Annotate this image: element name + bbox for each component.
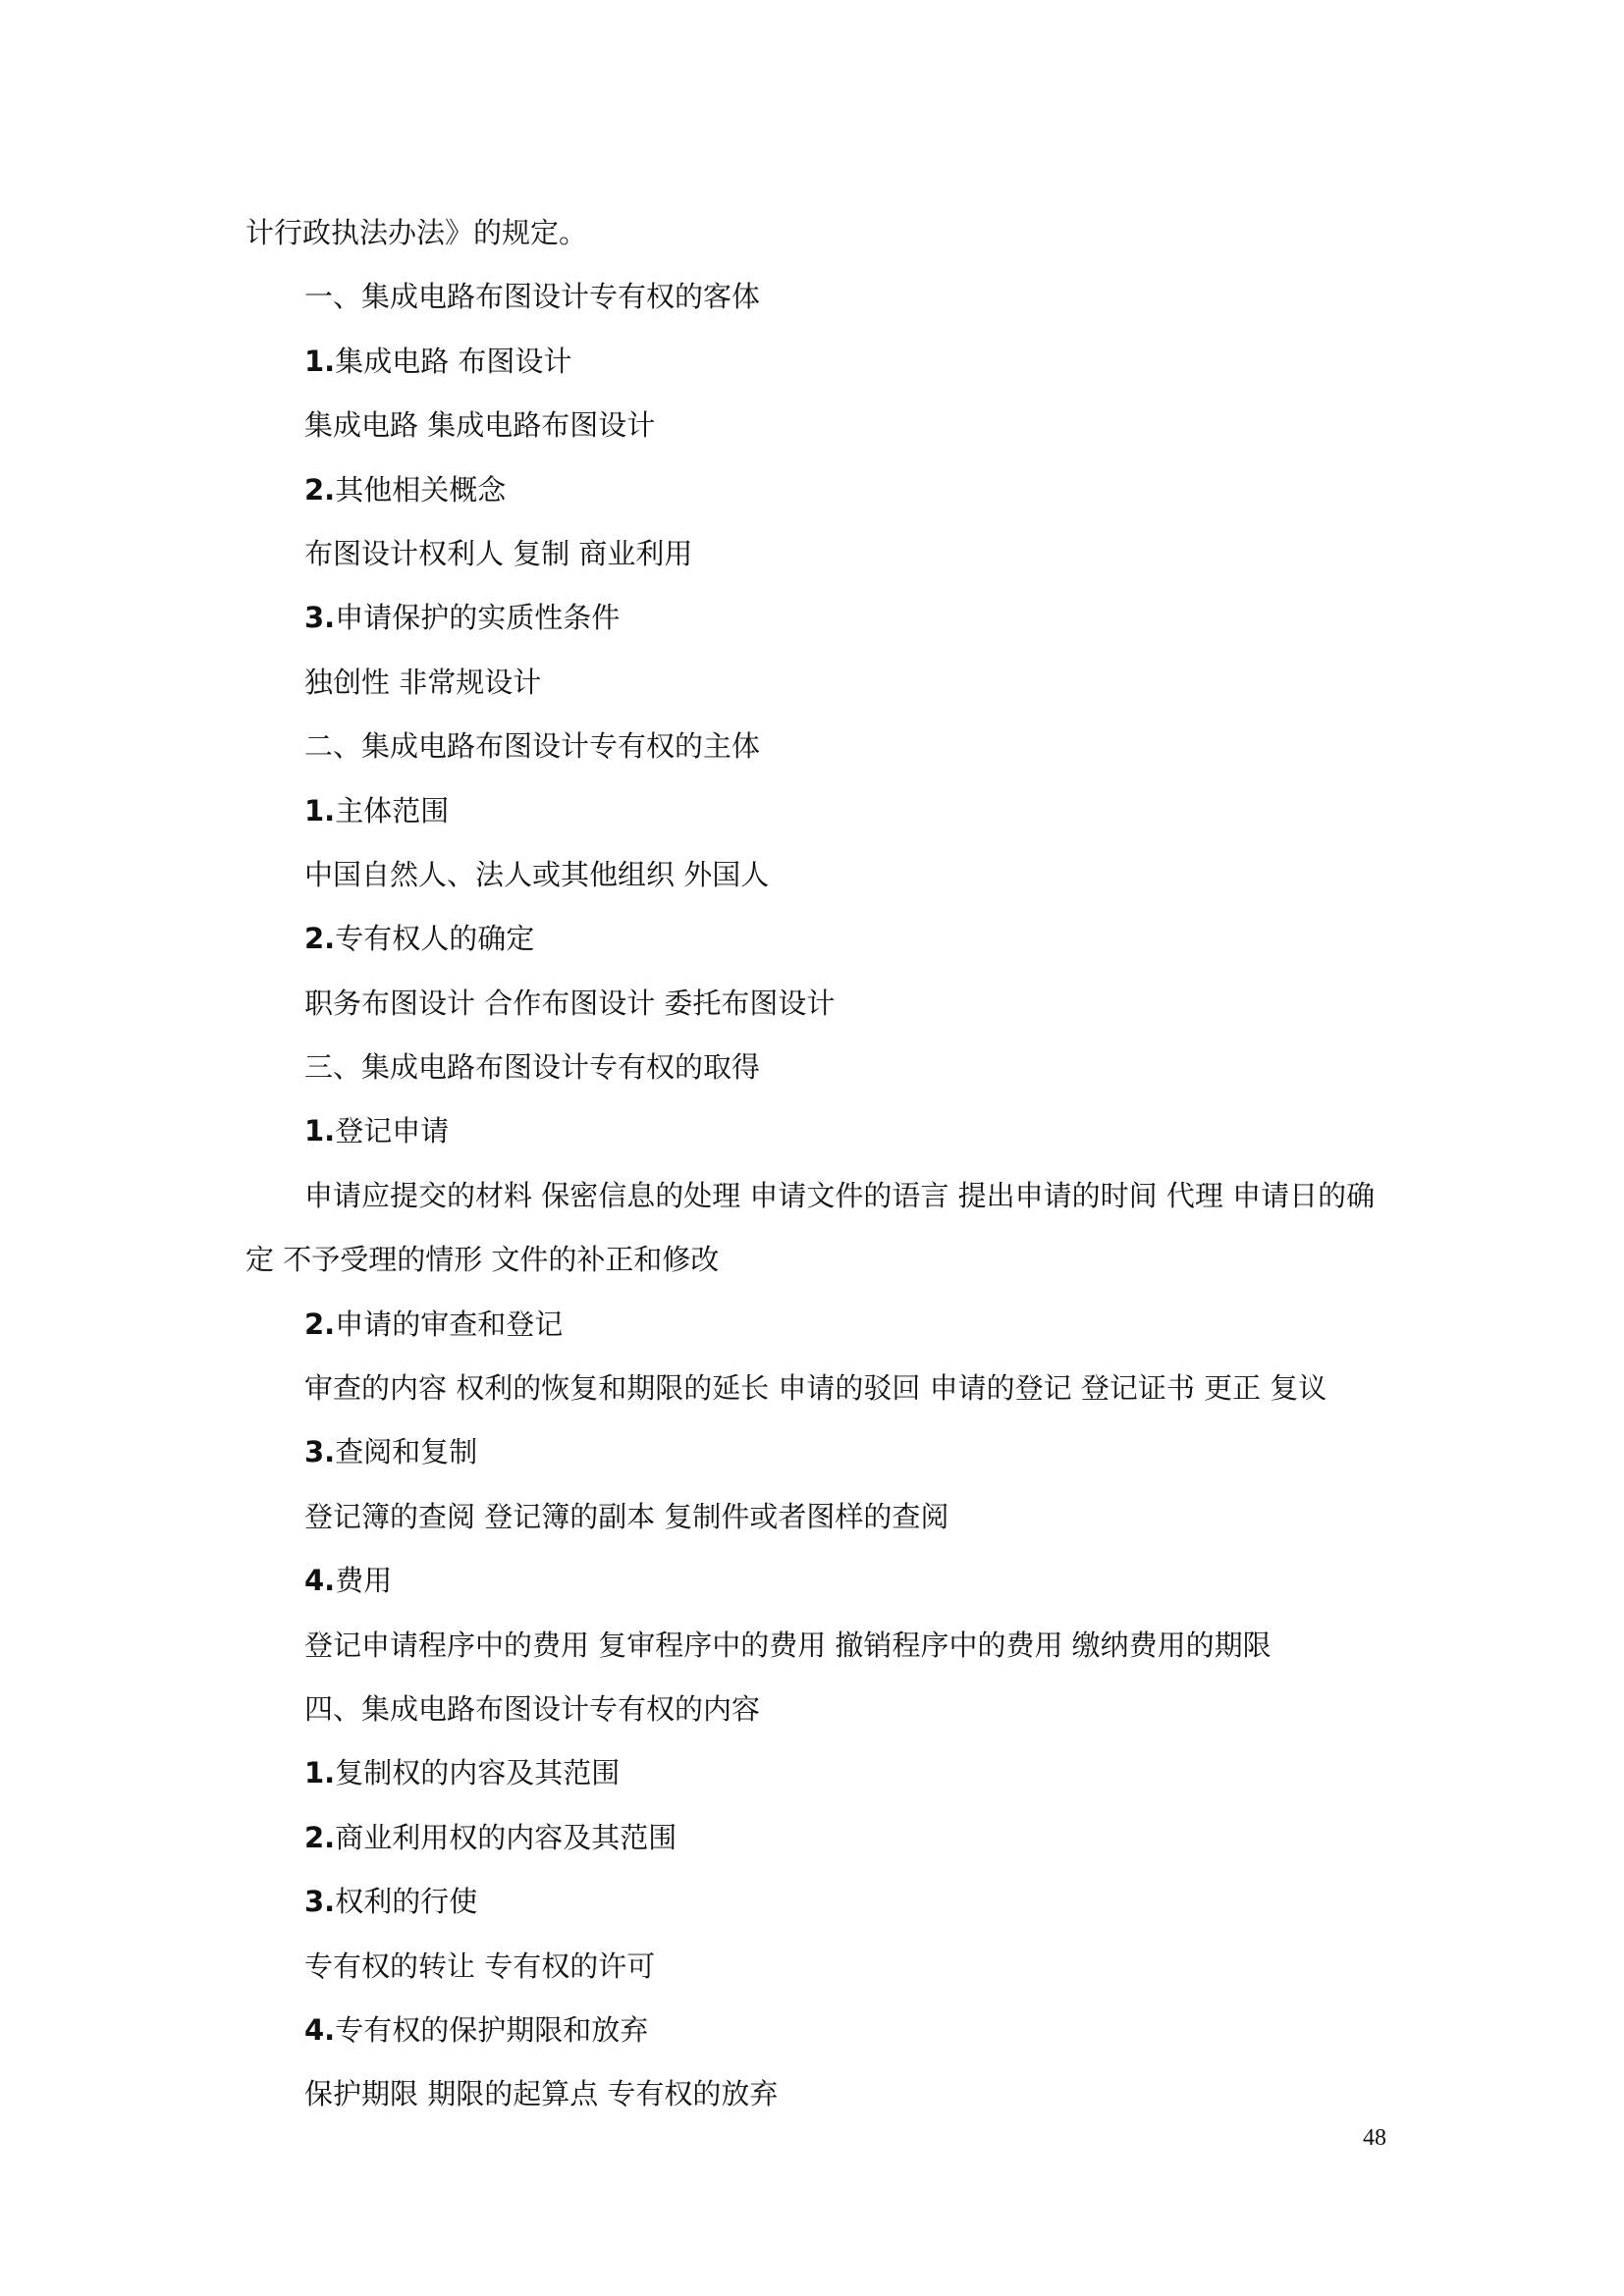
- text-line: [245, 972, 1394, 1036]
- item-number: 2.: [304, 1820, 336, 1854]
- subheading: [245, 330, 1394, 394]
- subheading: [245, 1741, 1394, 1805]
- line-text: 登记申请程序中的费用 复审程序中的费用 撤销程序中的费用 缴纳费用的期限: [304, 1628, 1272, 1662]
- subheading-text: 费用: [335, 1564, 393, 1598]
- subheading-text: 查阅和复制: [335, 1435, 478, 1469]
- page-number: 48: [1363, 2125, 1386, 2151]
- item-number: 1.: [304, 1114, 336, 1148]
- section-heading: [245, 1036, 1394, 1099]
- section-heading: [245, 715, 1394, 778]
- subheading: [245, 1549, 1394, 1613]
- line-text: 布图设计权利人 复制 商业利用: [304, 536, 693, 570]
- subheading-text: 集成电路 布图设计: [335, 344, 572, 378]
- document-body: [245, 201, 1394, 2127]
- section-heading: [245, 265, 1394, 329]
- section-heading: [245, 1678, 1394, 1741]
- line-text: 登记簿的查阅 登记簿的副本 复制件或者图样的查阅: [304, 1499, 949, 1533]
- subheading: [245, 458, 1394, 522]
- line-text: 职务布图设计 合作布图设计 委托布图设计: [304, 986, 836, 1020]
- item-number: 4.: [304, 2012, 336, 2047]
- subheading-text: 其他相关概念: [335, 472, 507, 507]
- subheading-text: 复制权的内容及其范围: [335, 1756, 621, 1790]
- subheading-text: 主体范围: [335, 793, 450, 828]
- subheading: [245, 1999, 1394, 2062]
- item-number: 3.: [304, 1435, 336, 1469]
- paragraph-text: 申请应提交的材料 保密信息的处理 申请文件的语言 提出申请的时间 代理 申请日的确定 不予受理的情形 文件的补正和修改: [245, 1178, 1376, 1277]
- subheading-text: 商业利用权的内容及其范围: [335, 1820, 677, 1854]
- subheading: [245, 1099, 1394, 1163]
- item-number: 3.: [304, 1885, 336, 1919]
- line-text: 计行政执法办法》的规定。: [245, 216, 588, 249]
- subheading-text: 申请保护的实质性条件: [335, 601, 621, 635]
- subheading: [245, 907, 1394, 971]
- text-line: [245, 394, 1394, 457]
- heading-text: 三、集成电路布图设计专有权的取得: [304, 1050, 761, 1085]
- item-number: 2.: [304, 922, 336, 956]
- subheading: [245, 586, 1394, 650]
- subheading: [245, 779, 1394, 843]
- text-line: [245, 1614, 1394, 1678]
- line-text: 保护期限 期限的起算点 专有权的放弃: [304, 2077, 779, 2111]
- subheading-text: 权利的行使: [335, 1885, 478, 1919]
- item-number: 1.: [304, 793, 336, 828]
- item-number: 1.: [304, 344, 336, 378]
- item-number: 3.: [304, 601, 336, 635]
- text-line: [245, 1357, 1394, 1420]
- heading-text: 一、集成电路布图设计专有权的客体: [304, 280, 761, 314]
- text-line: [245, 201, 1394, 265]
- text-line: [245, 2062, 1394, 2126]
- subheading-text: 专有权人的确定: [335, 922, 535, 956]
- line-text: 专有权的转让 专有权的许可: [304, 1949, 656, 1983]
- item-number: 2.: [304, 472, 336, 507]
- subheading-text: 登记申请: [335, 1114, 450, 1148]
- heading-text: 四、集成电路布图设计专有权的内容: [304, 1692, 761, 1727]
- text-line: [245, 651, 1394, 715]
- text-line: [245, 843, 1394, 907]
- subheading-text: 申请的审查和登记: [335, 1307, 564, 1341]
- subheading: [245, 1870, 1394, 1934]
- item-number: 1.: [304, 1756, 336, 1790]
- subheading-text: 专有权的保护期限和放弃: [335, 2012, 649, 2047]
- line-text: 审查的内容 权利的恢复和期限的延长 申请的驳回 申请的登记 登记证书 更正 复议: [304, 1371, 1327, 1406]
- subheading: [245, 1420, 1394, 1484]
- heading-text: 二、集成电路布图设计专有权的主体: [304, 729, 761, 764]
- line-text: 独创性 非常规设计: [304, 665, 542, 699]
- subheading: [245, 1293, 1394, 1357]
- line-text: 中国自然人、法人或其他组织 外国人: [304, 857, 770, 891]
- text-paragraph: [245, 1164, 1394, 1293]
- item-number: 2.: [304, 1307, 336, 1341]
- text-line: [245, 522, 1394, 586]
- text-line: [245, 1485, 1394, 1549]
- item-number: 4.: [304, 1564, 336, 1598]
- line-text: 集成电路 集成电路布图设计: [304, 408, 656, 443]
- subheading: [245, 1806, 1394, 1870]
- text-line: [245, 1935, 1394, 1999]
